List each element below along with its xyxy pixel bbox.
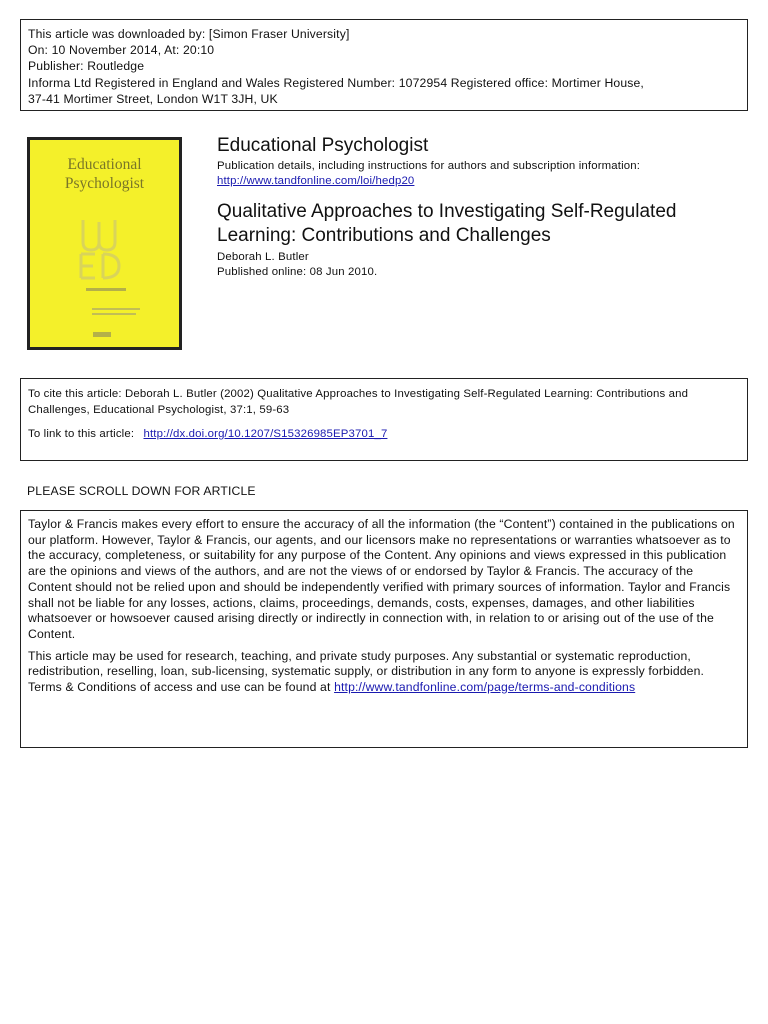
- cover-title-line1: Educational: [67, 156, 142, 173]
- article-author: Deborah L. Butler: [217, 251, 309, 263]
- article-link-label: To link to this article:: [28, 428, 135, 440]
- cover-decoration: [92, 313, 136, 315]
- citation-box: [20, 378, 748, 461]
- journal-title: Educational Psychologist: [217, 135, 429, 156]
- citation-text: To cite this article: Deborah L. Butler (2002) Qualitative Approaches to Investigating Self-Regulated Learning: Contributions and Challenges, Educational Psychologist, 37:1, 59-63: [28, 388, 689, 416]
- article-link-line: [28, 426, 740, 442]
- disclaimer-box: [20, 510, 748, 748]
- download-date-line: On: 10 November 2014, At: 20:10: [28, 43, 215, 58]
- terms-paragraph: [28, 649, 740, 696]
- cover-decoration: [86, 288, 126, 291]
- download-by-line: This article was downloaded by: [Simon Fraser University]: [28, 27, 350, 41]
- cover-title: [30, 155, 179, 193]
- publication-details: Publication details, including instructions for authors and subscription information:: [217, 160, 641, 172]
- publisher-line: Publisher: Routledge: [28, 59, 145, 74]
- scroll-notice: PLEASE SCROLL DOWN FOR ARTICLE: [27, 484, 256, 498]
- published-date: Published online: 08 Jun 2010.: [217, 266, 378, 278]
- cover-title-line2: Psychologist: [64, 175, 145, 192]
- address-line: 37-41 Mortimer Street, London W1T 3JH, UK: [28, 91, 278, 106]
- cover-decoration: [92, 308, 140, 310]
- journal-cover-image: [27, 137, 182, 350]
- download-info-box: [20, 19, 748, 111]
- terms-text: This article may be used for research, teaching, and private study purposes. Any substantial or systematic reproduction, redistribution, reselling, loan, sub-licensing, systematic supply, or distribution in any form to anyone is expressly forbidden. Terms & Conditions of access and use can be found at: [28, 648, 705, 695]
- doi-link[interactable]: http://dx.doi.org/10.1207/S15326985EP3701_7: [143, 428, 388, 440]
- journal-logo-icon: [77, 216, 123, 282]
- terms-link[interactable]: http://www.tandfonline.com/page/terms-and-conditions: [334, 680, 636, 695]
- disclaimer-paragraph: Taylor & Francis makes every effort to ensure the accuracy of all the information (the “Content”) contained in the publications on our platform. However, Taylor & Francis, our agents, and our licensors make no representations or warranties whatsoever as to the accuracy, completeness, or suitability for any purpose of the Content. Any opinions and views expressed in this publication are the opinions and views of the authors, and are not the views of or endorsed by Taylor & Francis. The accuracy of the Content should not be relied upon and should be independently verified with primary sources of information. Taylor and Francis shall not be liable for any losses, actions, claims, proceedings, demands, costs, expenses, damages, and other liabilities whatsoever or howsoever caused arising directly or indirectly in connection with, in relation to or arising out of the use of the Content.: [28, 517, 735, 641]
- article-title: Qualitative Approaches to Investigating Self-Regulated Learning: Contributions and Challenges: [217, 201, 677, 246]
- journal-link[interactable]: http://www.tandfonline.com/loi/hedp20: [217, 175, 415, 187]
- cover-background: [30, 140, 179, 347]
- registration-line: Informa Ltd Registered in England and Wales Registered Number: 1072954 Registered office: Mortimer House,: [28, 75, 644, 90]
- publisher-logo-icon: [93, 332, 111, 337]
